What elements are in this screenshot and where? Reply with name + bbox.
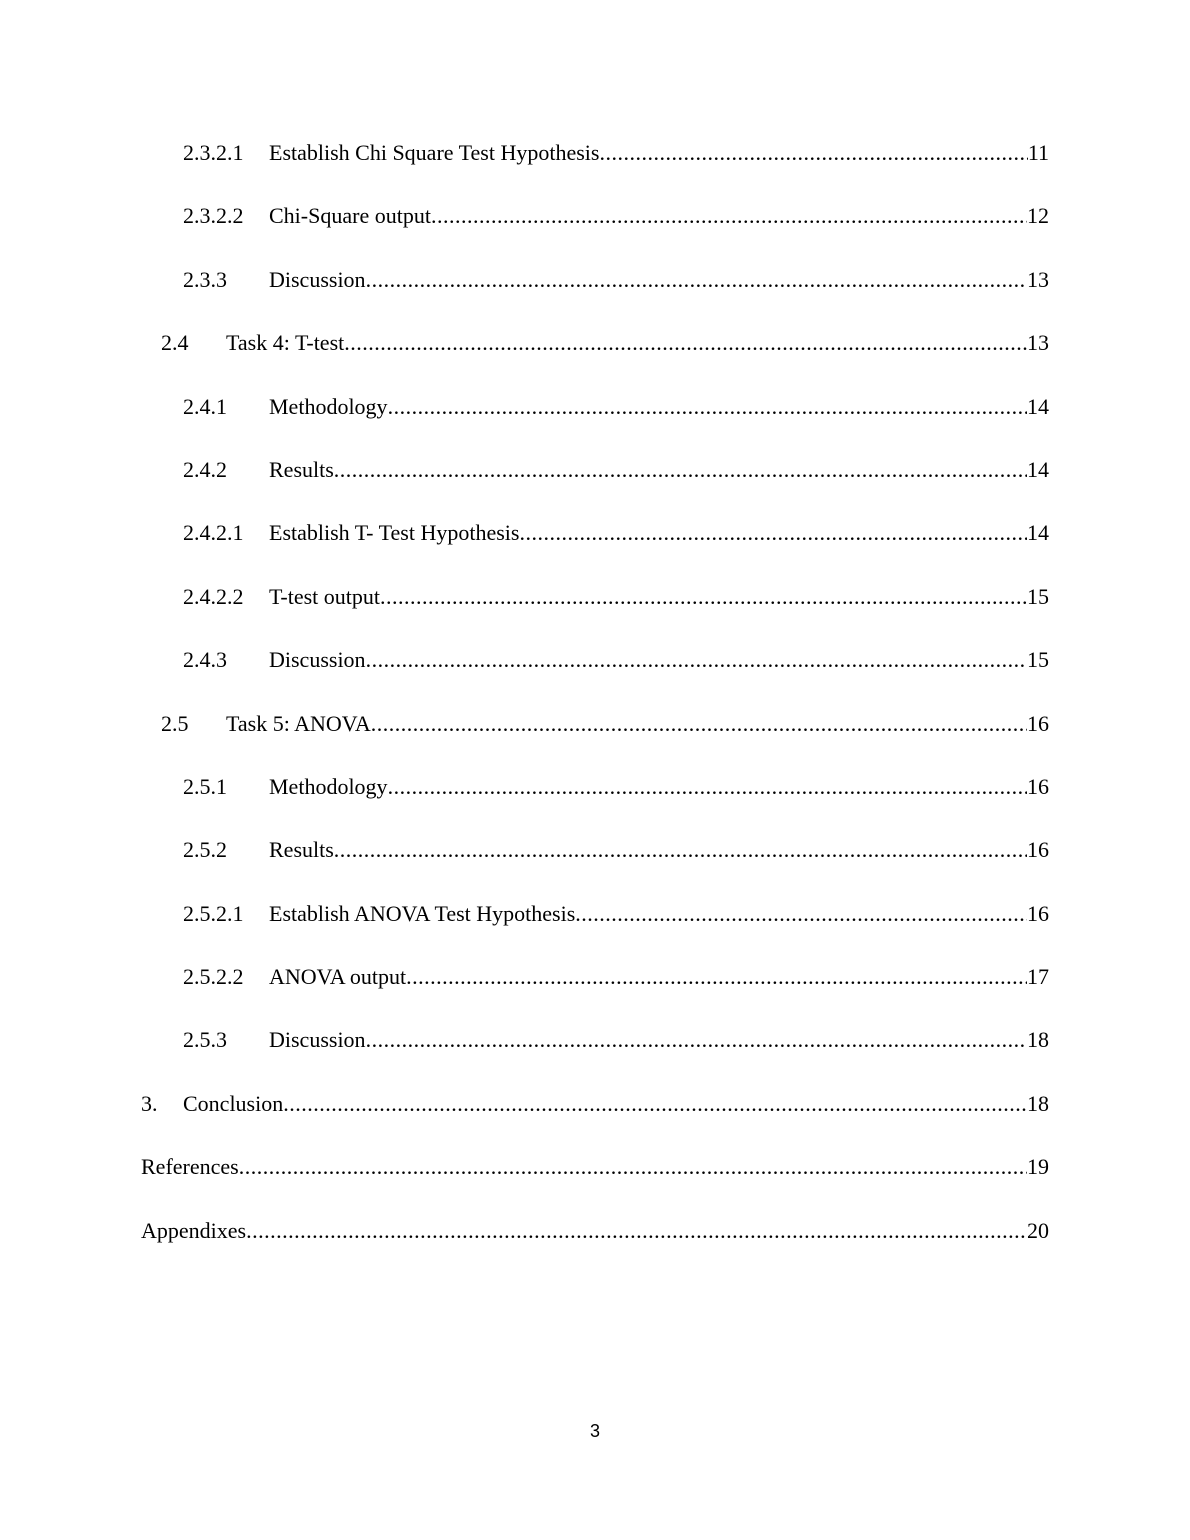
toc-entry-number: 2.5.2.1 [183, 900, 244, 926]
toc-entry[interactable] [0, 772, 1190, 835]
toc-entry-number: 2.4.3 [183, 647, 227, 673]
toc-entry-number: 2.4 [161, 330, 189, 356]
toc-entry-title: Results [269, 837, 334, 863]
toc-entry[interactable] [0, 455, 1190, 518]
toc-entry-number: 2.3.2.1 [183, 140, 244, 165]
toc-entry-page: 15 [1027, 647, 1049, 673]
toc-entry[interactable] [0, 962, 1190, 1025]
toc-dot-leader [388, 392, 1027, 422]
toc-dot-leader [575, 899, 1027, 929]
toc-entry-title: Discussion [269, 1027, 366, 1053]
toc-entry-title: Discussion [269, 266, 366, 292]
toc-entry-title: Appendixes [141, 1217, 247, 1243]
toc-dot-leader [599, 138, 1027, 168]
toc-dot-leader [431, 201, 1027, 231]
toc-entry-page: 18 [1027, 1090, 1049, 1116]
toc-entry-title: References [141, 1154, 239, 1180]
toc-entry-page: 12 [1027, 203, 1049, 229]
toc-dot-leader [334, 455, 1027, 485]
toc-entry[interactable] [0, 518, 1190, 581]
toc-entry-title: T-test output [269, 583, 381, 609]
toc-entry-number: 2.5.2.2 [183, 964, 244, 990]
toc-entry-title: Results [269, 456, 334, 482]
toc-entry-page: 14 [1027, 520, 1049, 546]
toc-entry-page: 16 [1027, 710, 1049, 736]
toc-entry[interactable] [0, 1089, 1190, 1152]
toc-entry-page: 11 [1027, 140, 1049, 165]
toc-entry[interactable] [0, 899, 1190, 962]
toc-entry-page: 13 [1027, 330, 1049, 356]
toc-dot-leader [366, 645, 1027, 675]
page-number: 3 [589, 1421, 600, 1441]
toc-entry[interactable] [0, 265, 1190, 328]
toc-entry-page: 13 [1027, 266, 1049, 292]
toc-entry[interactable] [0, 1025, 1190, 1088]
toc-entry[interactable] [0, 1216, 1190, 1279]
toc-dot-leader [380, 582, 1027, 612]
toc-dot-leader [344, 328, 1027, 358]
toc-dot-leader [239, 1152, 1027, 1182]
toc-entry[interactable] [0, 328, 1190, 391]
toc-entry-number: 2.3.2.2 [183, 203, 244, 229]
toc-entry-number: 2.4.1 [183, 393, 227, 419]
toc-entry[interactable] [0, 392, 1190, 455]
toc-entry-page: 16 [1027, 900, 1049, 926]
toc-entry[interactable] [0, 582, 1190, 645]
toc-entry[interactable] [0, 138, 1190, 201]
toc-entry-number: 2.4.2.1 [183, 520, 244, 546]
toc-entry-page: 14 [1027, 456, 1049, 482]
toc-entry-title: Task 5: ANOVA [226, 710, 371, 736]
toc-entry[interactable] [0, 835, 1190, 898]
toc-entry[interactable] [0, 1152, 1190, 1215]
toc-dot-leader [519, 518, 1027, 548]
toc-dot-leader [334, 835, 1027, 865]
toc-entry-number: 2.5.1 [183, 773, 227, 799]
toc-entry-title: ANOVA output [269, 964, 407, 990]
toc-entry-page: 17 [1027, 964, 1049, 990]
toc-dot-leader [371, 709, 1027, 739]
toc-entry-page: 15 [1027, 583, 1049, 609]
toc-entry[interactable] [0, 645, 1190, 708]
toc-entry-number: 2.5 [161, 710, 189, 736]
toc-dot-leader [246, 1216, 1027, 1246]
toc-entry-page: 19 [1027, 1154, 1049, 1180]
table-of-contents [0, 138, 1190, 1279]
toc-dot-leader [406, 962, 1027, 992]
toc-entry-page: 16 [1027, 837, 1049, 863]
toc-entry-title: Task 4: T-test [226, 330, 345, 356]
toc-entry-number: 2.4.2.2 [183, 583, 244, 609]
toc-entry-number: 2.4.2 [183, 456, 227, 482]
toc-entry-title: Conclusion [183, 1090, 284, 1116]
toc-entry-title: Chi-Square output [269, 203, 431, 229]
toc-entry-title: Methodology [269, 393, 388, 419]
toc-entry-page: 20 [1027, 1217, 1049, 1243]
toc-dot-leader [366, 1025, 1027, 1055]
toc-entry-number: 2.5.2 [183, 837, 227, 863]
toc-entry-number: 3. [141, 1090, 158, 1116]
toc-entry-title: Discussion [269, 647, 366, 673]
toc-entry[interactable] [0, 201, 1190, 264]
toc-entry-title: Establish ANOVA Test Hypothesis [269, 900, 576, 926]
toc-entry-title: Establish T- Test Hypothesis [269, 520, 520, 546]
toc-dot-leader [388, 772, 1027, 802]
toc-entry-page: 18 [1027, 1027, 1049, 1053]
toc-entry-title: Methodology [269, 773, 388, 799]
toc-entry-page: 14 [1027, 393, 1049, 419]
toc-entry-page: 16 [1027, 773, 1049, 799]
toc-dot-leader [283, 1089, 1027, 1119]
toc-dot-leader [366, 265, 1027, 295]
toc-entry-title: Establish Chi Square Test Hypothesis [269, 140, 600, 165]
toc-entry[interactable] [0, 709, 1190, 772]
toc-entry-number: 2.3.3 [183, 266, 227, 292]
toc-entry-number: 2.5.3 [183, 1027, 227, 1053]
